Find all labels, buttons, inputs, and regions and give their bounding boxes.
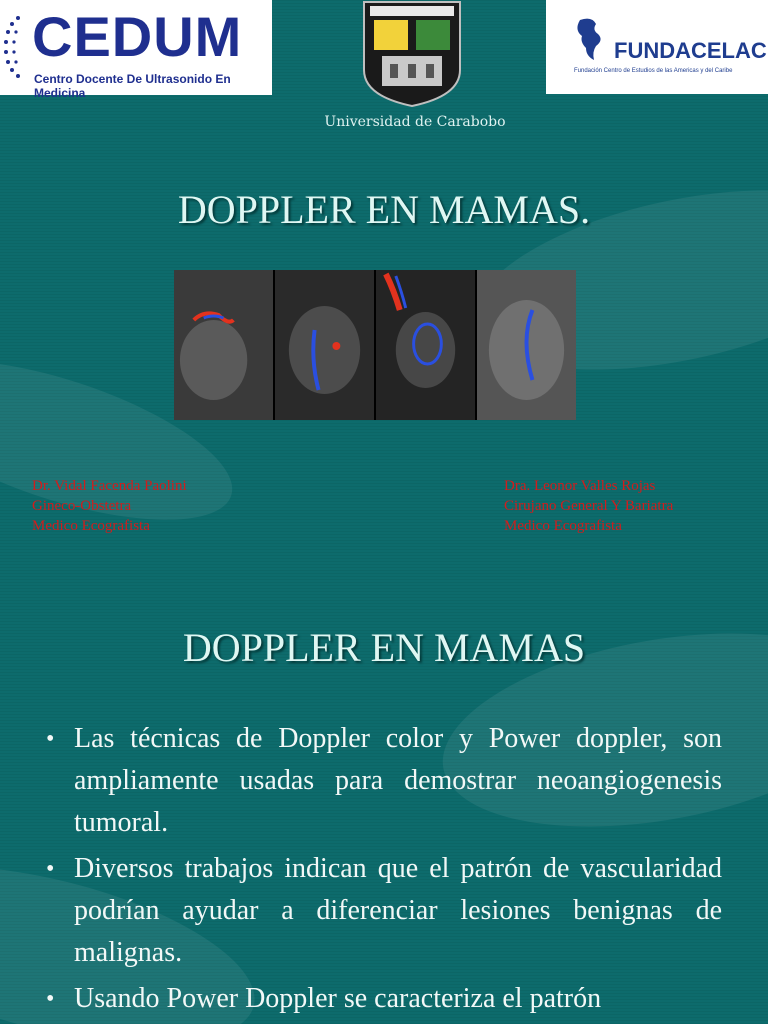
cedum-logo: [0, 0, 272, 100]
bullet-icon: •: [46, 726, 55, 752]
ultrasound-image: [174, 270, 275, 420]
bullet-item: [42, 848, 722, 974]
fundacelac-logo: [546, 0, 768, 94]
bullet-icon: •: [46, 856, 55, 882]
ultrasound-image: [275, 270, 376, 420]
bullet-item: [42, 718, 722, 844]
slide-1-title: DOPPLER EN MAMAS.: [177, 187, 591, 232]
fundacelac-wordmark: FUNDACELAC: [614, 38, 767, 63]
author-right-name: Dra. Leonor Valles Rojas: [504, 478, 656, 494]
fundacelac-subtitle: Fundación Centro de Estudios de las Americas y del Caribe: [574, 68, 733, 74]
bullet-text: Usando Power Doppler se caracteriza el patrón: [74, 983, 602, 1014]
americas-map-icon: [570, 16, 610, 62]
author-right: [504, 476, 673, 536]
cedum-wordmark: CEDUM: [32, 5, 243, 68]
author-left-role: Medico Ecografista: [32, 518, 150, 534]
ultrasound-image: [477, 270, 576, 420]
bullet-text: Las técnicas de Doppler color y Power doppler, son ampliamente usadas para demostrar neoangiogenesis tumoral.: [74, 723, 722, 838]
bullet-text: Diversos trabajos indican que el patrón de vascularidad podrían ayudar a diferenciar lesiones benignas de malignas.: [74, 853, 722, 968]
bullet-item: [42, 978, 722, 1020]
cedum-dots-icon: [4, 12, 26, 82]
university-name: Universidad de Carabobo: [324, 114, 506, 130]
cedum-subtitle: Centro Docente De Ultrasonido En Medicina: [34, 72, 231, 100]
author-left-name: Dr. Vidal Facenda Paolini: [32, 478, 187, 494]
ultrasound-image: [376, 270, 477, 420]
author-left: [32, 476, 187, 536]
author-right-role: Medico Ecografista: [504, 518, 622, 534]
bullet-icon: •: [46, 986, 55, 1012]
author-right-specialty: Cirujano General Y Bariatra: [504, 498, 674, 514]
ultrasound-image-strip: [174, 270, 576, 420]
bullet-list: [42, 718, 722, 1024]
author-left-specialty: Gineco-Obstetra: [32, 498, 132, 514]
slide-2-title: DOPPLER EN MAMAS: [182, 625, 586, 670]
university-crest-icon: [360, 0, 464, 108]
